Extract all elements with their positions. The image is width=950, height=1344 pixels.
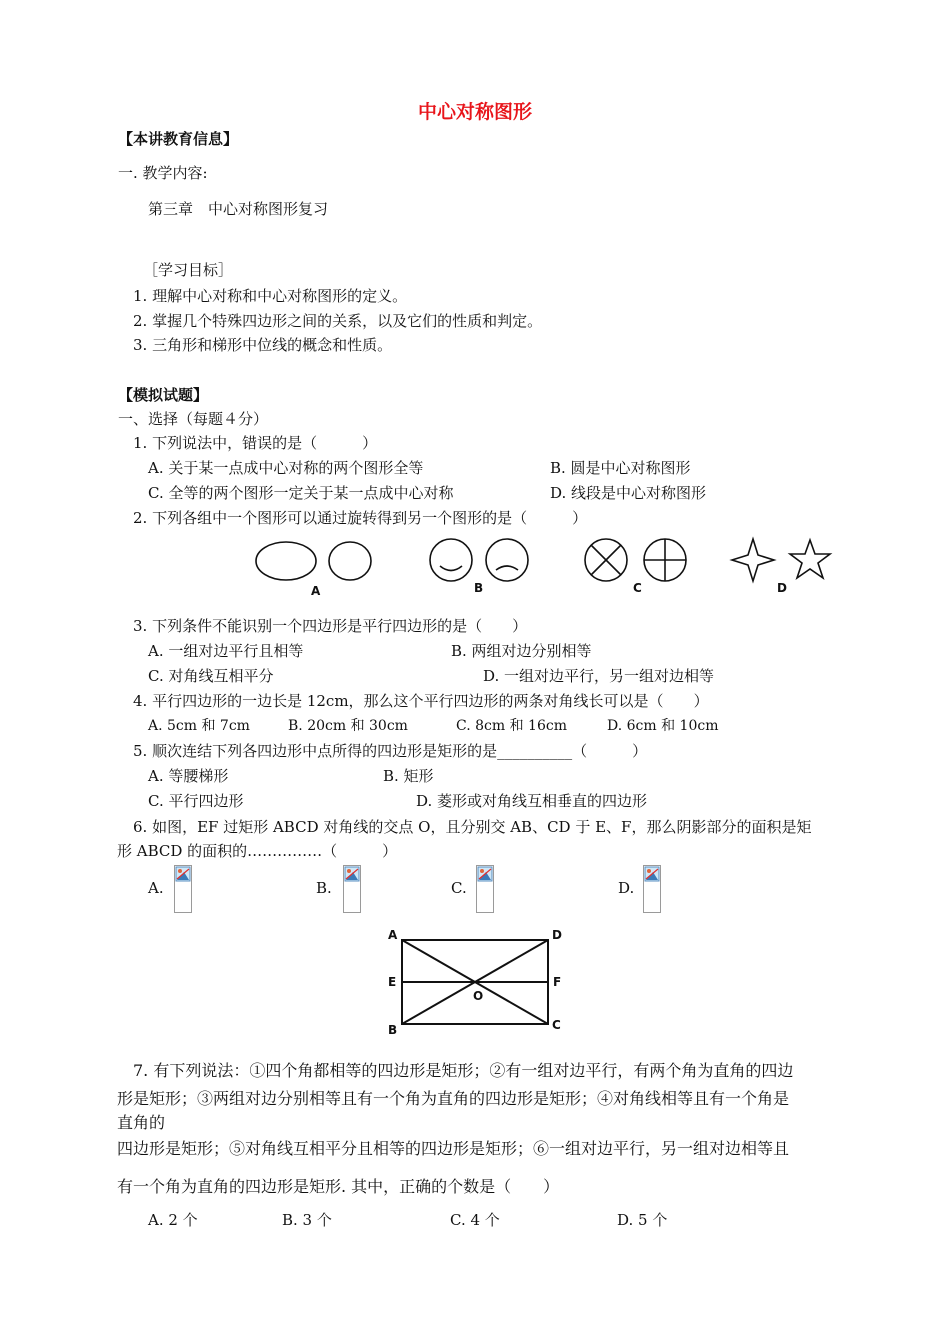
vertex-label-a: A [388,928,398,942]
broken-image-icon [174,865,192,913]
goal-item: 1. 理解中心对称和中心对称图形的定义。 [133,287,408,305]
q7-option-b: B. 3 个 [282,1211,332,1229]
q2-label-a: A [311,584,321,598]
section-info-heading: 【本讲教育信息】 [118,130,239,148]
q1-option-a: A. 关于某一点成中心对称的两个图形全等 [148,459,424,477]
broken-image-icon [643,865,661,913]
q4-option-c: C. 8cm 和 16cm [456,718,567,734]
teaching-content-heading: 一. 教学内容: [118,164,208,182]
frowny-face-icon [486,539,528,581]
q2-label-b: B [474,581,484,595]
q2-label-d: D [777,581,787,595]
point-label-f: F [553,975,562,989]
smiley-face-icon [430,539,472,581]
q6-option-c: C. [451,879,467,897]
q2-figures [250,535,850,599]
four-point-star-icon [732,539,774,581]
point-label-e: E [388,975,397,989]
question-2-stem: 2. 下列各组中一个图形可以通过旋转得到另一个图形的是（ ） [133,509,588,527]
chapter-line: 第三章 中心对称图形复习 [148,200,329,218]
rectangle-abcd-figure [380,922,570,1037]
broken-image-icon [343,865,361,913]
choice-heading: 一、选择（每题４分） [118,410,269,428]
q1-option-b: B. 圆是中心对称图形 [550,459,691,477]
q1-option-c: C. 全等的两个图形一定关于某一点成中心对称 [148,484,454,502]
page-title: 中心对称图形 [417,101,532,123]
goal-item: 3. 三角形和梯形中位线的概念和性质。 [133,336,393,354]
goal-item: 2. 掌握几个特殊四边形之间的关系，以及它们的性质和判定。 [133,312,543,330]
q4-option-a: A. 5cm 和 7cm [148,718,250,734]
question-7-line2: 形是矩形；③两组对边分别相等且有一个角为直角的四边形是矩形；④对角线相等且有一个角是 [117,1089,790,1108]
q5-option-c: C. 平行四边形 [148,792,244,810]
question-6-stem-line2: 形 ABCD 的面积的……………（ ） [117,842,398,860]
question-7-line3: 直角的 [117,1113,166,1132]
goals-heading: ［学习目标］ [143,261,234,279]
center-label-o: O [473,989,484,1003]
oval-shape [329,542,371,580]
q3-option-c: C. 对角线互相平分 [148,667,274,685]
q2-label-c: C [633,581,642,595]
q3-option-b: B. 两组对边分别相等 [451,642,592,660]
broken-image-icon [476,865,494,913]
oval-shape [256,542,316,580]
question-5-stem: 5. 顺次连结下列各四边形中点所得的四边形是矩形的是__________（ ） [133,742,648,760]
q7-option-a: A. 2 个 [148,1211,198,1229]
q6-option-b: B. [316,879,332,897]
question-3-stem: 3. 下列条件不能识别一个四边形是平行四边形的是（ ） [133,617,528,635]
question-4-stem: 4. 平行四边形的一边长是 12cm，那么这个平行四边形的两条对角线长可以是（ ） [133,692,709,710]
question-7-line5: 有一个角为直角的四边形是矩形. 其中，正确的个数是（ ） [117,1177,560,1196]
q6-option-a: A. [148,879,164,897]
vertex-label-d: D [552,928,562,942]
q7-option-d: D. 5 个 [617,1211,668,1229]
q1-option-d: D. 线段是中心对称图形 [550,484,707,502]
section-test-heading: 【模拟试题】 [118,386,209,404]
q5-option-d: D. 菱形或对角线互相垂直的四边形 [416,792,648,810]
question-1-stem: 1. 下列说法中，错误的是（ ） [133,434,378,452]
vertex-label-c: C [552,1018,561,1032]
q5-option-a: A. 等腰梯形 [148,767,229,785]
q4-option-d: D. 6cm 和 10cm [607,718,719,734]
five-point-star-icon [790,540,830,578]
q6-option-d: D. [618,879,635,897]
question-7-line1: 7. 有下列说法：①四个角都相等的四边形是矩形；②有一组对边平行，有两个角为直角的四边 [133,1061,794,1080]
q4-option-b: B. 20cm 和 30cm [288,718,408,734]
q3-option-a: A. 一组对边平行且相等 [148,642,304,660]
q7-option-c: C. 4 个 [450,1211,500,1229]
question-6-stem-line1: 6. 如图，EF 过矩形 ABCD 对角线的交点 O，且分别交 AB、CD 于 E、F，那么阴影部分的面积是矩 [133,818,812,836]
vertex-label-b: B [388,1023,398,1037]
q5-option-b: B. 矩形 [383,767,434,785]
question-7-line4: 四边形是矩形；⑤对角线互相平分且相等的四边形是矩形；⑥一组对边平行，另一组对边相等且 [117,1139,790,1158]
q3-option-d: D. 一组对边平行，另一组对边相等 [483,667,715,685]
